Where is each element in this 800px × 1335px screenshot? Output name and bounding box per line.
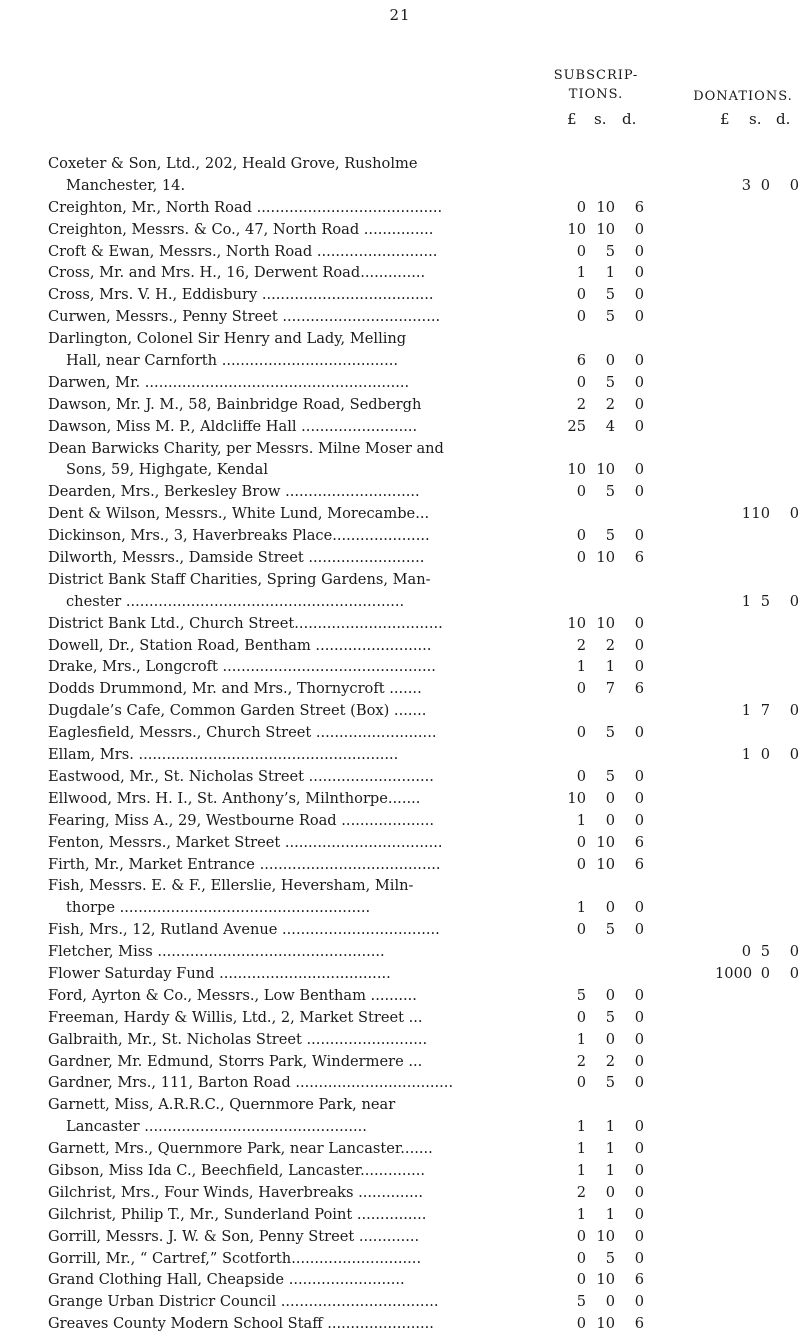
list-item bbox=[0, 1160, 800, 1182]
sub-pence-header: d. bbox=[622, 110, 637, 128]
subscriptions-header-line2: TIONS. bbox=[568, 87, 624, 102]
sub-pence: 0 bbox=[634, 658, 644, 676]
list-item bbox=[0, 766, 800, 788]
sub-shillings: 10 bbox=[596, 549, 615, 567]
sub-pence: 0 bbox=[634, 461, 644, 479]
sub-pence: 0 bbox=[634, 1140, 644, 1158]
entry-name: Dent & Wilson, Messrs., White Lund, Morecambe... bbox=[48, 505, 430, 523]
sub-pounds: 2 bbox=[576, 1183, 586, 1201]
sub-pence: 0 bbox=[634, 373, 644, 391]
sub-pence: 0 bbox=[634, 767, 644, 785]
sub-pence: 0 bbox=[634, 1161, 644, 1179]
don-shillings: 0 bbox=[760, 964, 770, 982]
entry-name: Fearing, Miss A., 29, Westbourne Road .................... bbox=[48, 811, 435, 829]
sub-shillings: 10 bbox=[596, 1227, 615, 1245]
entry-name: Freeman, Hardy & Willis, Ltd., 2, Market Street ... bbox=[48, 1008, 423, 1026]
sub-shillings: 0 bbox=[605, 899, 615, 917]
sub-shillings: 2 bbox=[605, 1052, 615, 1070]
sub-pence: 6 bbox=[634, 198, 644, 216]
sub-pence: 6 bbox=[634, 549, 644, 567]
sub-shillings: 1 bbox=[605, 1161, 615, 1179]
sub-shillings: 10 bbox=[596, 461, 615, 479]
sub-shillings: 5 bbox=[605, 373, 615, 391]
list-item bbox=[0, 656, 800, 678]
entry-name: Fenton, Messrs., Market Street .................................. bbox=[48, 833, 443, 851]
sub-pence: 0 bbox=[634, 1205, 644, 1223]
sub-shillings: 0 bbox=[605, 1183, 615, 1201]
list-item bbox=[0, 875, 800, 897]
entry-name: Dowell, Dr., Station Road, Bentham ......................... bbox=[48, 636, 432, 654]
entry-name: Ellam, Mrs. ........................................................ bbox=[48, 746, 399, 764]
list-item bbox=[0, 481, 800, 503]
don-pence: 0 bbox=[789, 176, 799, 194]
sub-pence: 0 bbox=[634, 417, 644, 435]
entry-name: Dawson, Miss M. P., Aldcliffe Hall ......................... bbox=[48, 417, 418, 435]
sub-pounds: 0 bbox=[576, 242, 586, 260]
list-item bbox=[0, 569, 800, 591]
list-item bbox=[0, 854, 800, 876]
entry-name: Gorrill, Messrs. J. W. & Son, Penny Street ............. bbox=[48, 1227, 420, 1245]
sub-pounds: 1 bbox=[576, 264, 586, 282]
list-item bbox=[0, 503, 800, 525]
sub-shillings: 10 bbox=[596, 855, 615, 873]
list-item bbox=[0, 1204, 800, 1226]
sub-shillings: 10 bbox=[596, 1315, 615, 1333]
entry-name: Dugdale’s Cafe, Common Garden Street (Box) ....... bbox=[48, 702, 427, 720]
list-item bbox=[0, 547, 800, 569]
sub-shillings: 5 bbox=[605, 1249, 615, 1267]
sub-pounds: 0 bbox=[576, 527, 586, 545]
entry-name: Croft & Ewan, Messrs., North Road .......................... bbox=[48, 242, 438, 260]
entry-name: Darwen, Mr. ......................................................... bbox=[48, 373, 410, 391]
list-item bbox=[0, 394, 800, 416]
sub-shillings: 5 bbox=[605, 724, 615, 742]
list-item bbox=[0, 328, 800, 350]
sub-pounds: 1 bbox=[576, 1161, 586, 1179]
don-pence: 0 bbox=[789, 702, 799, 720]
sub-pounds: 0 bbox=[576, 1249, 586, 1267]
sub-shillings: 0 bbox=[605, 986, 615, 1004]
sub-shillings: 5 bbox=[605, 1074, 615, 1092]
entry-name: District Bank Staff Charities, Spring Gardens, Man- bbox=[48, 570, 431, 588]
entry-name: chester ............................................................ bbox=[66, 592, 405, 610]
sub-pounds: 0 bbox=[576, 833, 586, 851]
sub-pounds: 10 bbox=[567, 614, 586, 632]
sub-shillings: 5 bbox=[605, 286, 615, 304]
sub-pounds: 0 bbox=[576, 1315, 586, 1333]
sub-pence: 0 bbox=[634, 308, 644, 326]
sub-pence: 0 bbox=[634, 220, 644, 238]
sub-pence: 6 bbox=[634, 1315, 644, 1333]
entry-name: Dilworth, Messrs., Damside Street ......................... bbox=[48, 549, 425, 567]
list-item bbox=[0, 1094, 800, 1116]
sub-pounds: 1 bbox=[576, 1140, 586, 1158]
sub-shillings: 5 bbox=[605, 483, 615, 501]
sub-pence: 6 bbox=[634, 855, 644, 873]
entry-name: Gibson, Miss Ida C., Beechfield, Lancaster.............. bbox=[48, 1161, 426, 1179]
sub-shillings: 5 bbox=[605, 242, 615, 260]
sub-shillings: 5 bbox=[605, 1008, 615, 1026]
sub-shillings: 10 bbox=[596, 198, 615, 216]
list-item bbox=[0, 985, 800, 1007]
subscriptions-header bbox=[536, 68, 656, 102]
sub-pence: 0 bbox=[634, 1074, 644, 1092]
list-item bbox=[0, 262, 800, 284]
don-shillings: 7 bbox=[760, 702, 770, 720]
sub-shillings: 10 bbox=[596, 833, 615, 851]
sub-shillings: 1 bbox=[605, 658, 615, 676]
sub-pence: 0 bbox=[634, 1118, 644, 1136]
don-pounds: 0 bbox=[741, 943, 751, 961]
list-item bbox=[0, 1116, 800, 1138]
list-item bbox=[0, 1007, 800, 1029]
entry-name: Dickinson, Mrs., 3, Haverbreaks Place..................... bbox=[48, 527, 430, 545]
list-item bbox=[0, 635, 800, 657]
sub-pounds: 0 bbox=[576, 1074, 586, 1092]
don-pence-header: d. bbox=[776, 110, 791, 128]
page-number: 21 bbox=[389, 6, 411, 24]
list-item bbox=[0, 416, 800, 438]
entry-name: Coxeter & Son, Ltd., 202, Heald Grove, Rusholme bbox=[48, 155, 418, 172]
sub-pounds: 10 bbox=[567, 220, 586, 238]
list-item bbox=[0, 1291, 800, 1313]
sub-shillings: 4 bbox=[605, 417, 615, 435]
sub-pounds: 2 bbox=[576, 636, 586, 654]
sub-shillings: 5 bbox=[605, 527, 615, 545]
don-shillings: 0 bbox=[760, 746, 770, 764]
sub-pence: 6 bbox=[634, 1271, 644, 1289]
sub-pounds: 0 bbox=[576, 1008, 586, 1026]
entry-name: Manchester, 14. bbox=[66, 176, 186, 194]
list-item bbox=[0, 810, 800, 832]
sub-pence: 0 bbox=[634, 352, 644, 370]
entry-name: Grange Urban Districr Council .................................. bbox=[48, 1293, 439, 1311]
entry-name: Greaves County Modern School Staff ....................... bbox=[48, 1315, 434, 1333]
list-item bbox=[0, 525, 800, 547]
sub-pounds: 0 bbox=[576, 198, 586, 216]
entry-name: Garnett, Miss, A.R.R.C., Quernmore Park, near bbox=[48, 1096, 396, 1114]
don-pounds: 1000 bbox=[715, 964, 753, 982]
sub-pounds: 0 bbox=[576, 724, 586, 742]
don-pound-header: £ bbox=[720, 110, 730, 128]
list-item bbox=[0, 788, 800, 810]
list-item bbox=[0, 897, 800, 919]
entries-list bbox=[0, 153, 800, 1335]
sub-pence: 0 bbox=[634, 636, 644, 654]
list-item bbox=[0, 1248, 800, 1270]
don-pence: 0 bbox=[789, 943, 799, 961]
sub-shillings: 5 bbox=[605, 767, 615, 785]
sub-shillings-header: s. bbox=[594, 110, 607, 128]
don-pounds: 1 bbox=[741, 592, 751, 610]
list-item bbox=[0, 459, 800, 481]
list-item bbox=[0, 1182, 800, 1204]
entry-name: Garnett, Mrs., Quernmore Park, near Lancaster....... bbox=[48, 1140, 433, 1158]
entry-name: Gorrill, Mr., “ Cartref,” Scotforth............................ bbox=[48, 1249, 422, 1267]
list-item bbox=[0, 175, 800, 197]
sub-shillings: 0 bbox=[605, 1293, 615, 1311]
sub-pence: 6 bbox=[634, 680, 644, 698]
entry-name: Lancaster ................................................ bbox=[66, 1118, 367, 1136]
sub-shillings: 1 bbox=[605, 1118, 615, 1136]
entry-name: Drake, Mrs., Longcroft .............................................. bbox=[48, 658, 436, 676]
sub-pence: 0 bbox=[634, 483, 644, 501]
don-pounds: 3 bbox=[741, 176, 751, 194]
list-item bbox=[0, 722, 800, 744]
entry-name: thorpe ...................................................... bbox=[66, 899, 371, 917]
sub-pounds: 0 bbox=[576, 767, 586, 785]
don-shillings: 5 bbox=[760, 592, 770, 610]
sub-pence: 0 bbox=[634, 899, 644, 917]
list-item bbox=[0, 700, 800, 722]
sub-shillings: 5 bbox=[605, 921, 615, 939]
sub-shillings: 0 bbox=[605, 811, 615, 829]
don-pounds: 1 bbox=[741, 746, 751, 764]
list-item bbox=[0, 1313, 800, 1335]
sub-pence: 6 bbox=[634, 833, 644, 851]
sub-shillings: 0 bbox=[605, 352, 615, 370]
list-item bbox=[0, 219, 800, 241]
entry-name: Dawson, Mr. J. M., 58, Bainbridge Road, Sedbergh bbox=[48, 395, 422, 413]
list-item bbox=[0, 438, 800, 460]
list-item bbox=[0, 306, 800, 328]
don-pence: 0 bbox=[789, 964, 799, 982]
sub-pounds: 0 bbox=[576, 286, 586, 304]
sub-shillings: 0 bbox=[605, 789, 615, 807]
entry-name: Creighton, Mr., North Road ........................................ bbox=[48, 198, 443, 216]
entry-name: Grand Clothing Hall, Cheapside ......................... bbox=[48, 1271, 405, 1289]
sub-pence: 0 bbox=[634, 1293, 644, 1311]
sub-shillings: 10 bbox=[596, 1271, 615, 1289]
sub-pence: 0 bbox=[634, 724, 644, 742]
list-item bbox=[0, 1226, 800, 1248]
entry-name: Ellwood, Mrs. H. I., St. Anthony’s, Milnthorpe....... bbox=[48, 789, 421, 807]
don-shillings: 5 bbox=[760, 943, 770, 961]
list-item bbox=[0, 832, 800, 854]
sub-pence: 0 bbox=[634, 614, 644, 632]
entry-name: Darlington, Colonel Sir Henry and Lady, Melling bbox=[48, 330, 407, 348]
sub-shillings: 10 bbox=[596, 614, 615, 632]
entry-name: District Bank Ltd., Church Street................................ bbox=[48, 614, 443, 632]
don-pounds: 1 bbox=[741, 505, 751, 523]
sub-pounds: 10 bbox=[567, 461, 586, 479]
sub-pound-header: £ bbox=[567, 110, 577, 128]
entry-name: Gilchrist, Philip T., Mr., Sunderland Point ............... bbox=[48, 1205, 427, 1223]
list-item bbox=[0, 241, 800, 263]
sub-pence: 0 bbox=[634, 1227, 644, 1245]
sub-pence: 0 bbox=[634, 811, 644, 829]
list-item bbox=[0, 678, 800, 700]
entry-name: Galbraith, Mr., St. Nicholas Street .......................... bbox=[48, 1030, 428, 1048]
sub-pounds: 0 bbox=[576, 549, 586, 567]
sub-pounds: 6 bbox=[576, 352, 586, 370]
list-item bbox=[0, 372, 800, 394]
sub-shillings: 0 bbox=[605, 1030, 615, 1048]
list-item bbox=[0, 350, 800, 372]
sub-pence: 0 bbox=[634, 286, 644, 304]
list-item bbox=[0, 284, 800, 306]
sub-shillings: 1 bbox=[605, 264, 615, 282]
don-pence: 0 bbox=[789, 592, 799, 610]
entry-name: Firth, Mr., Market Entrance ....................................... bbox=[48, 855, 441, 873]
don-pence: 0 bbox=[789, 505, 799, 523]
sub-shillings: 10 bbox=[596, 220, 615, 238]
entry-name: Curwen, Messrs., Penny Street .................................. bbox=[48, 308, 441, 326]
entry-name: Gilchrist, Mrs., Four Winds, Haverbreaks .............. bbox=[48, 1183, 424, 1201]
sub-pence: 0 bbox=[634, 395, 644, 413]
entry-name: Fish, Messrs. E. & F., Ellerslie, Heversham, Miln- bbox=[48, 877, 414, 895]
entry-name: Gardner, Mr. Edmund, Storrs Park, Windermere ... bbox=[48, 1052, 423, 1070]
sub-pence: 0 bbox=[634, 986, 644, 1004]
list-item bbox=[0, 591, 800, 613]
list-item bbox=[0, 744, 800, 766]
list-item bbox=[0, 941, 800, 963]
list-item bbox=[0, 153, 800, 175]
don-shillings: 0 bbox=[760, 176, 770, 194]
list-item bbox=[0, 613, 800, 635]
entry-name: Sons, 59, Highgate, Kendal bbox=[66, 461, 269, 479]
subscriptions-units bbox=[0, 110, 800, 132]
sub-pounds: 5 bbox=[576, 986, 586, 1004]
sub-shillings: 1 bbox=[605, 1205, 615, 1223]
entry-name: Fletcher, Miss ................................................. bbox=[48, 943, 385, 961]
sub-pounds: 0 bbox=[576, 373, 586, 391]
sub-pounds: 2 bbox=[576, 395, 586, 413]
entry-name: Flower Saturday Fund ..................................... bbox=[48, 964, 391, 982]
entry-name: Dodds Drummond, Mr. and Mrs., Thornycroft ....... bbox=[48, 680, 422, 698]
don-pence: 0 bbox=[789, 746, 799, 764]
entry-name: Ford, Ayrton & Co., Messrs., Low Bentham .......... bbox=[48, 986, 417, 1004]
list-item bbox=[0, 919, 800, 941]
entry-name: Cross, Mrs. V. H., Eddisbury ..................................... bbox=[48, 286, 434, 304]
sub-pounds: 0 bbox=[576, 483, 586, 501]
entry-name: Fish, Mrs., 12, Rutland Avenue .................................. bbox=[48, 921, 440, 939]
list-item bbox=[0, 1029, 800, 1051]
list-item bbox=[0, 963, 800, 985]
sub-pounds: 0 bbox=[576, 855, 586, 873]
entry-name: Gardner, Mrs., 111, Barton Road .................................. bbox=[48, 1074, 454, 1092]
sub-pence: 0 bbox=[634, 1052, 644, 1070]
sub-pence: 0 bbox=[634, 1008, 644, 1026]
sub-pence: 0 bbox=[634, 1249, 644, 1267]
don-shillings: 10 bbox=[751, 505, 770, 523]
don-shillings-header: s. bbox=[749, 110, 762, 128]
list-item bbox=[0, 1269, 800, 1291]
sub-pence: 0 bbox=[634, 264, 644, 282]
sub-pounds: 2 bbox=[576, 1052, 586, 1070]
sub-pence: 0 bbox=[634, 921, 644, 939]
entry-name: Cross, Mr. and Mrs. H., 16, Derwent Road.............. bbox=[48, 264, 426, 282]
sub-pounds: 5 bbox=[576, 1293, 586, 1311]
list-item bbox=[0, 197, 800, 219]
sub-pounds: 0 bbox=[576, 1227, 586, 1245]
sub-pence: 0 bbox=[634, 242, 644, 260]
sub-pounds: 1 bbox=[576, 1205, 586, 1223]
list-item bbox=[0, 1138, 800, 1160]
sub-pounds: 0 bbox=[576, 921, 586, 939]
sub-pounds: 25 bbox=[567, 417, 586, 435]
sub-pounds: 1 bbox=[576, 899, 586, 917]
sub-pence: 0 bbox=[634, 527, 644, 545]
sub-pounds: 1 bbox=[576, 1118, 586, 1136]
sub-pence: 0 bbox=[634, 1183, 644, 1201]
don-pounds: 1 bbox=[741, 702, 751, 720]
sub-shillings: 1 bbox=[605, 1140, 615, 1158]
sub-pounds: 0 bbox=[576, 680, 586, 698]
sub-pence: 0 bbox=[634, 1030, 644, 1048]
subscriptions-header-line1: SUBSCRIP- bbox=[553, 68, 639, 83]
entry-name: Eastwood, Mr., St. Nicholas Street ........................... bbox=[48, 767, 434, 785]
donations-header: DONATIONS. bbox=[693, 89, 793, 104]
sub-pounds: 0 bbox=[576, 1271, 586, 1289]
sub-pounds: 1 bbox=[576, 658, 586, 676]
sub-pounds: 10 bbox=[567, 789, 586, 807]
sub-shillings: 5 bbox=[605, 308, 615, 326]
sub-shillings: 7 bbox=[605, 680, 615, 698]
list-item bbox=[0, 1051, 800, 1073]
sub-pounds: 0 bbox=[576, 308, 586, 326]
entry-name: Dean Barwicks Charity, per Messrs. Milne Moser and bbox=[48, 439, 444, 457]
sub-shillings: 2 bbox=[605, 395, 615, 413]
sub-shillings: 2 bbox=[605, 636, 615, 654]
sub-pence: 0 bbox=[634, 789, 644, 807]
sub-pounds: 1 bbox=[576, 1030, 586, 1048]
list-item bbox=[0, 1072, 800, 1094]
entry-name: Dearden, Mrs., Berkesley Brow ............................. bbox=[48, 483, 420, 501]
sub-pounds: 1 bbox=[576, 811, 586, 829]
entry-name: Eaglesfield, Messrs., Church Street .......................... bbox=[48, 724, 437, 742]
entry-name: Creighton, Messrs. & Co., 47, North Road ............... bbox=[48, 220, 434, 238]
entry-name: Hall, near Carnforth ...................................... bbox=[66, 352, 398, 370]
